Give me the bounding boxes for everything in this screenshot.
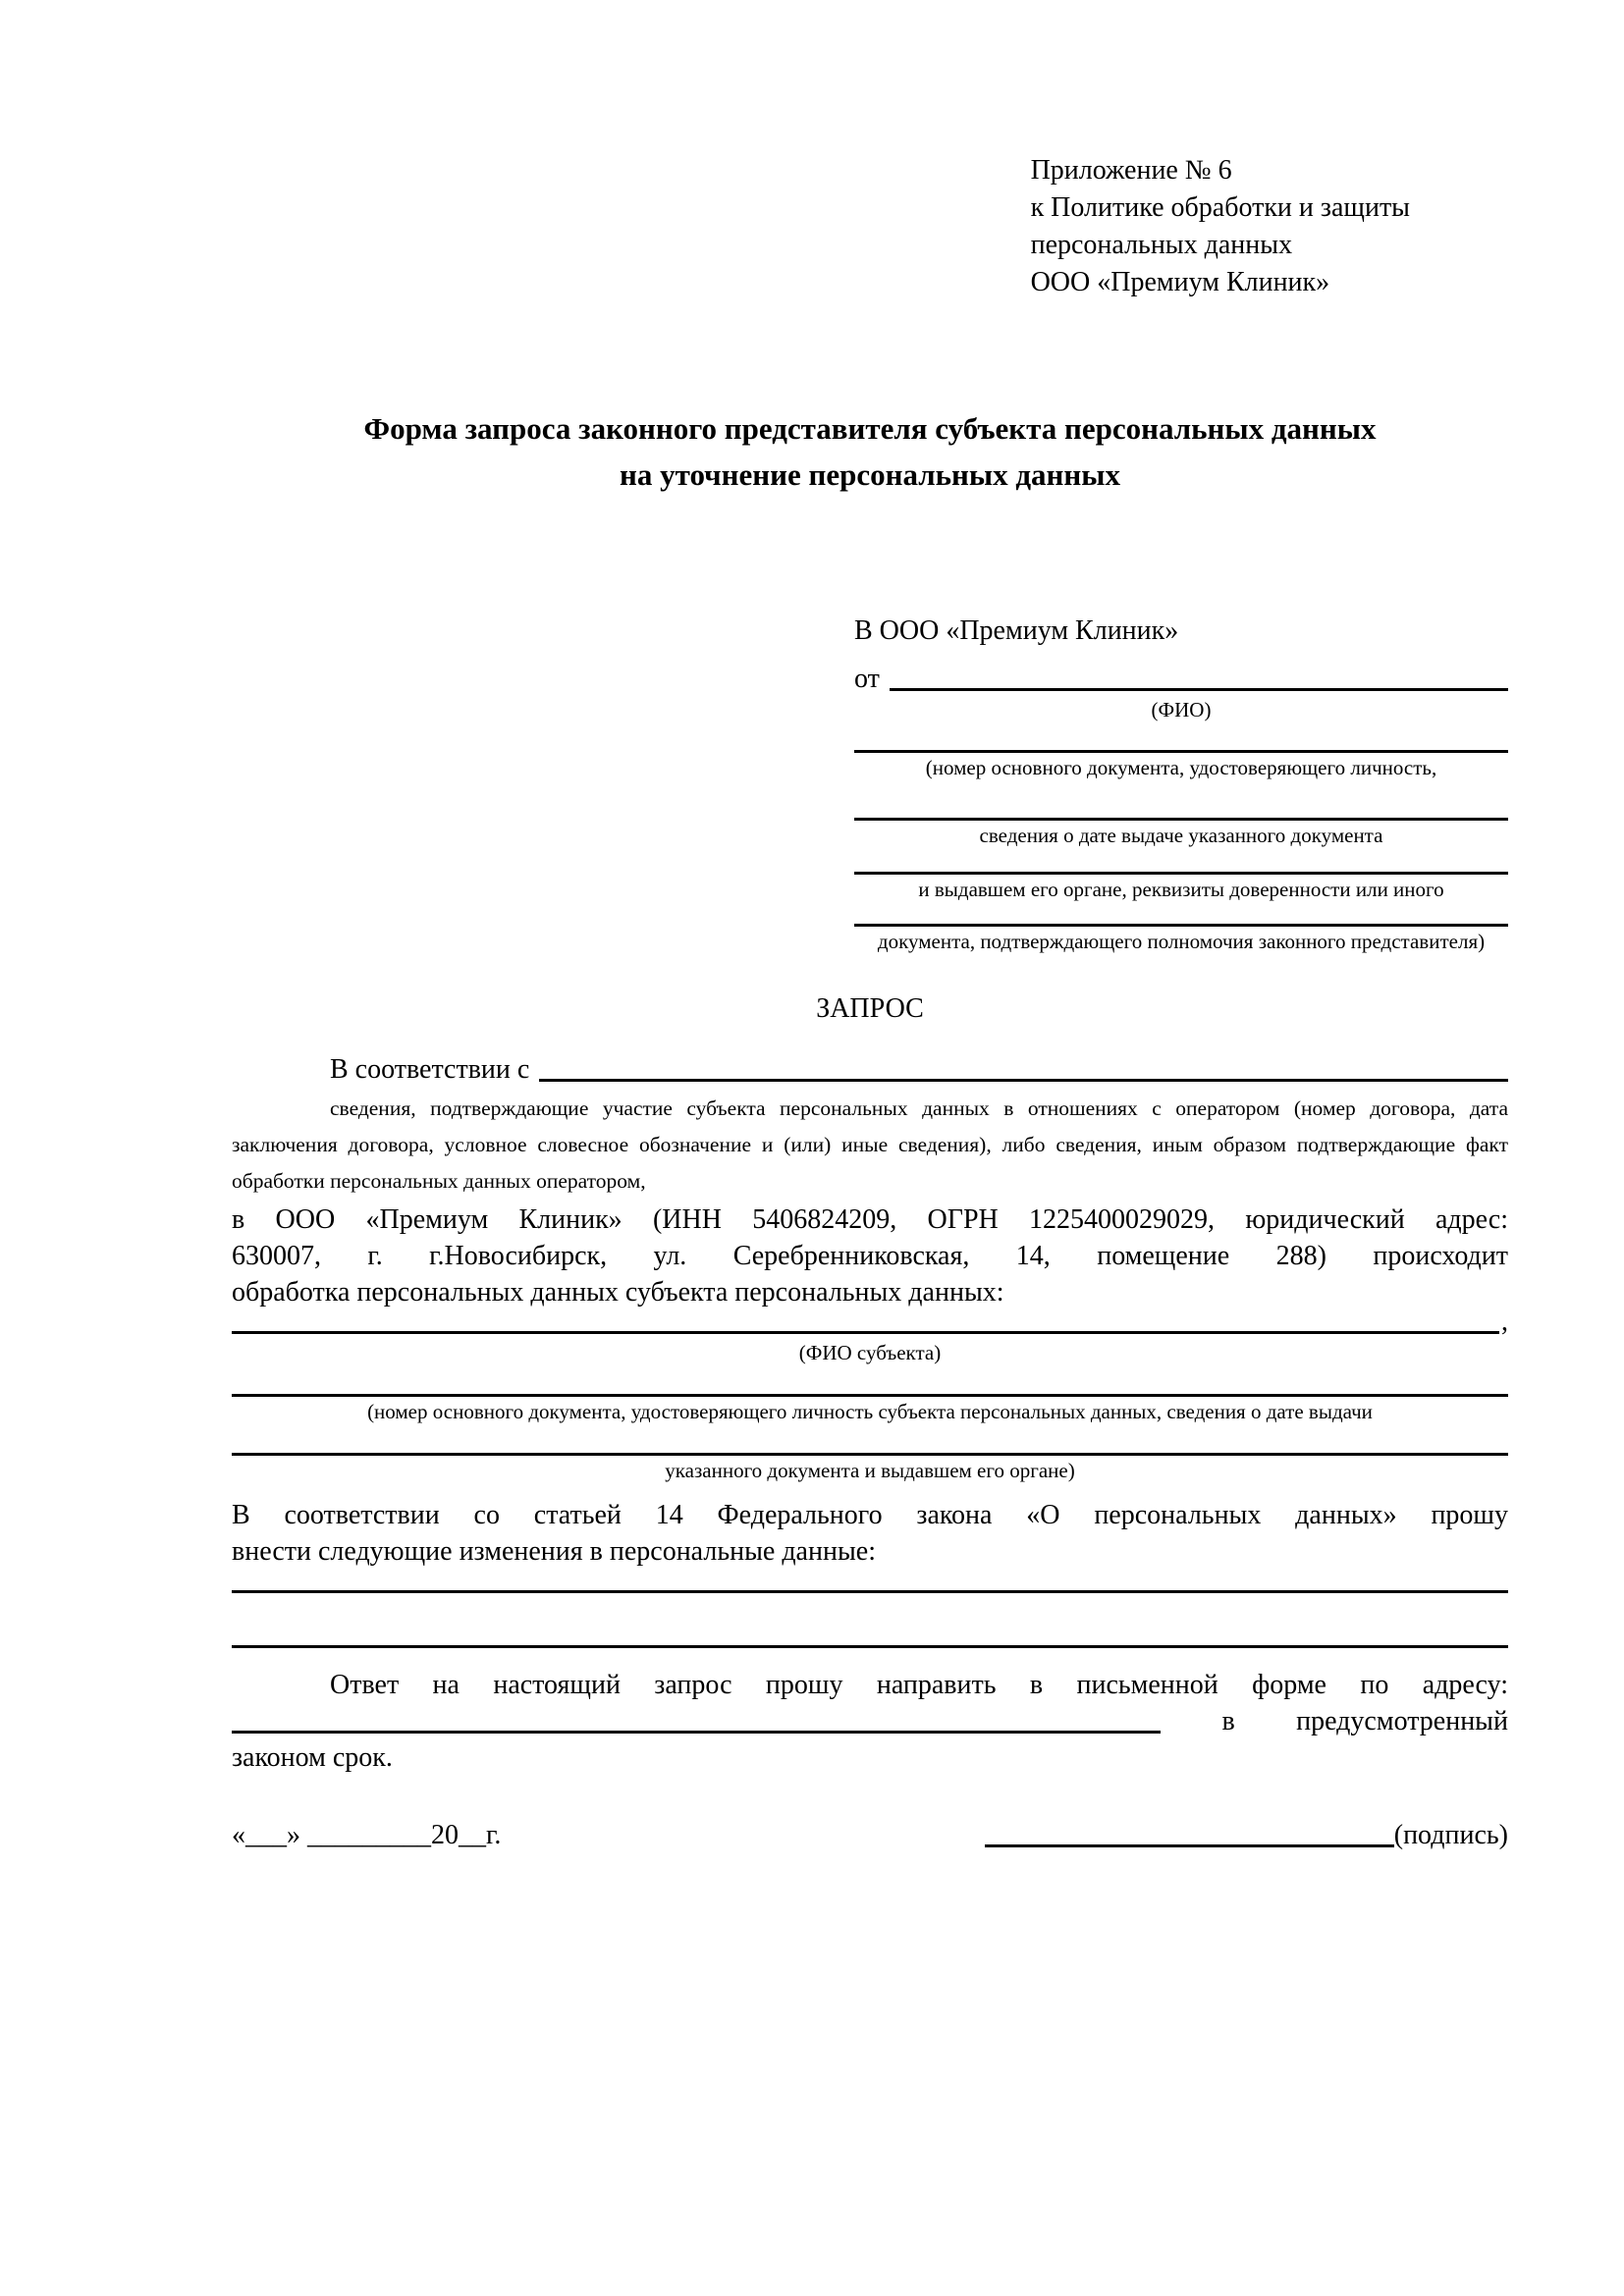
operator-paragraph-line: обработка персональных данных субъекта персональных данных:: [232, 1277, 1004, 1308]
article14-line: В соответствии со статьей 14 Федерального закона «О персональных данных» прошу: [232, 1500, 1508, 1530]
signature-caption: (подпись): [1393, 1820, 1508, 1850]
caption-authority-document: документа, подтверждающего полномочия законного представителя): [877, 930, 1486, 953]
response-address-row: [232, 1703, 1508, 1739]
changes-blank-line-1: [232, 1590, 1508, 1593]
signature-blank-line: [985, 1844, 1394, 1847]
document-title-line: Форма запроса законного представителя субъекта персональных данных: [363, 411, 1377, 446]
from-label: от: [854, 664, 880, 694]
from-name-blank-line: [890, 688, 1508, 691]
address-blank-line: [232, 1731, 1161, 1734]
basis-note-line: заключения договора, условное словесное обозначение и (или) иные сведения), либо сведения, иным образом подтверждающие факт: [232, 1133, 1508, 1156]
response-line-1: Ответ на настоящий запрос прошу направить в письменной форме по адресу:: [330, 1670, 1508, 1700]
blank-line-authority-document: [854, 924, 1508, 954]
blank-line-document-number: [854, 750, 1508, 780]
appendix-line: к Политике обработки и защиты: [1030, 192, 1410, 223]
from-row: [854, 653, 1508, 697]
date-blank-line: «___» _________20__г.: [232, 1820, 502, 1850]
caption-fio: (ФИО): [1151, 698, 1212, 721]
in-accordance-label: В соответствии с: [330, 1054, 530, 1085]
appendix-line: ООО «Премиум Клиник»: [1030, 267, 1330, 297]
operator-paragraph-line: 630007, г. г.Новосибирск, ул. Серебренниковская, 14, помещение 288) происходит: [232, 1241, 1508, 1271]
request-heading: ЗАПРОС: [816, 993, 924, 1024]
caption-issue-date: сведения о дате выдаче указанного документа: [979, 824, 1383, 847]
response-line-3: законом срок.: [232, 1742, 393, 1773]
basis-note-line: сведения, подтверждающие участие субъекта персональных данных в отношениях с оператором (номер договора, дата: [330, 1096, 1508, 1120]
appendix-block: [1031, 152, 1410, 301]
caption-subject-document-authority: указанного документа и выдавшем его органе): [665, 1459, 1075, 1482]
signature-group: [985, 1817, 1508, 1853]
subject-name-blank-line: [232, 1331, 1499, 1334]
document-title-line: на уточнение персональных данных: [620, 457, 1120, 492]
response-paragraph: [232, 1667, 1508, 1776]
article14-line: внести следующие изменения в персональные данные:: [232, 1536, 876, 1567]
article14-paragraph: [232, 1497, 1508, 1570]
response-word-term: предусмотренный: [1296, 1706, 1508, 1736]
blank-line-issuing-authority: [854, 872, 1508, 902]
basis-note: [232, 1091, 1508, 1200]
changes-blank-line-2: [232, 1645, 1508, 1648]
operator-paragraph: [232, 1201, 1508, 1310]
appendix-line: персональных данных: [1030, 230, 1293, 260]
appendix-line: Приложение № 6: [1030, 155, 1232, 186]
caption-subject-fio: (ФИО субъекта): [798, 1341, 942, 1364]
date-signature-row: [232, 1817, 1508, 1853]
blank-line-issue-date: [854, 818, 1508, 848]
subject-name-blank-row: [232, 1307, 1508, 1340]
subject-name-comma: ,: [1501, 1307, 1508, 1337]
response-word-v: в: [1221, 1706, 1235, 1736]
blank-line-subject-document: [232, 1394, 1508, 1424]
caption-subject-document: (номер основного документа, удостоверяющего личность субъекта персональных данных, сведения о дате выдачи: [367, 1400, 1373, 1423]
in-accordance-blank-line: [539, 1079, 1508, 1082]
caption-document-number: (номер основного документа, удостоверяющего личность,: [925, 756, 1437, 779]
addressee-block: [854, 609, 1508, 954]
addressee-organization: В ООО «Премиум Клиник»: [854, 615, 1179, 646]
operator-paragraph-line: в ООО «Премиум Клиник» (ИНН 5406824209, ОГРН 1225400029029, юридический адрес:: [232, 1204, 1508, 1235]
in-accordance-row: [232, 1048, 1508, 1088]
basis-note-line: обработки персональных данных оператором,: [232, 1169, 646, 1193]
document-title: [232, 405, 1508, 498]
caption-issuing-authority: и выдавшем его органе, реквизиты доверенности или иного: [918, 878, 1444, 901]
blank-line-subject-document-authority: [232, 1453, 1508, 1483]
